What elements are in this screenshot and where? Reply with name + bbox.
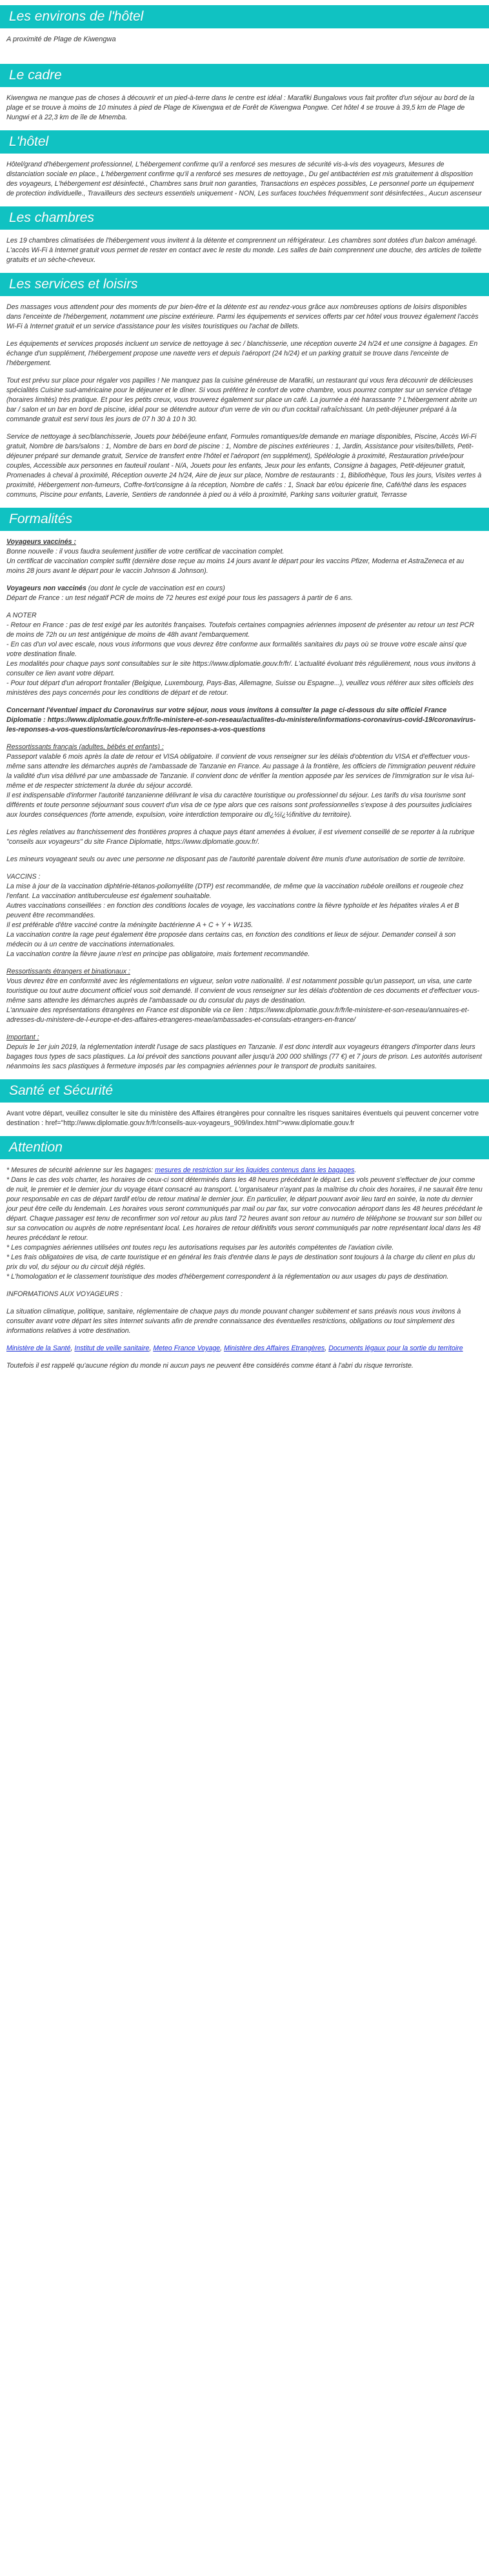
note-heading: A NOTER [6, 612, 37, 619]
minors-text: Les mineurs voyageant seuls ou avec une personne ne disposant pas de l'autorité parentale doivent être munis d'une autorisation de sortie de territoire. [6, 855, 466, 863]
note-line: Les modalités pour chaque pays sont consultables sur le site https://www.diplomatie.gouv.fr/fr/. L'actualité évoluant très régulièrement, nous vous invitons à consulter ce lien avant votre départ. [6, 660, 476, 677]
vaccinated-heading: Voyageurs vaccinés : [6, 538, 76, 546]
section-environs [0, 5, 489, 45]
section-attention: Attention * Mesures de sécurité aérienne sur les bagages: mesures de restriction sur les liquides contenus dans les bagages. * Dans le cas des vols charter, les horaires de ceux-ci sont déterminés dans les 48 heures précédant le départ. Les vols peuvent s'effectuer de jour comme de nuit, le premier et le dernier jour du voyage étant consacré au transport. L'organisateur n'ayant pas la maîtrise du choix des horaires, il ne saurait être tenu pour responsable en cas de départ tardif et/ou de retour matinal le dernier jour. En particulier, le départ pouvant avoir lieu tard en soirée, la note du dernier jour peut être celle du lendemain. Les horaires vous seront communiqués par mail ou par fax, sur votre convocation aéroport dans les 48 heures précédant le départ. Chaque passager est tenu de reconfirmer son vol retour au plus tard 72 heures avant son retour au numéro de téléphone se trouvant sur son billet ou sur sa convocation ou auprès de notre représentant local. Les horaires de retour définitifs vous seront communiqués par notre représentant local dans les 48 heures précédant le retour. * Les compagnies aériennes utilisées ont toutes reçu les autorisations requises par les autorités compétentes de l'aviation civile. * Les frais obligatoires de visa, de carte touristique et en général les frais d'entrée dans le pays de destination sont toujours à la charge du client en plus du prix du vol, du séjour ou du circuit déjà réglés. * L'homologation et le classement touristique des modes d'hébergement correspondent à la réglementation ou aux usages du pays de destination. INFORMATIONS AUX VOYAGEURS : La situation climatique, politique, sanitaire, réglementaire de chaque pays du monde pouvant changer subitement et sans préavis nous vous invitons à consulter avant votre départ les sites Internet suivants afin de prendre connaissance des éventuelles restrictions, obligations ou tout simplement des informations relatives à votre destination. Ministère de la Santé, Institut de veille sanitaire, Meteo France Voyage, Ministère des Affaires Etrangères, Documents légaux pour la sortie du territoire Toutefois il est rappelé qu'aucune région du monde ni aucun pays ne peuvent être considérés comme étant à l'abri du risque terroriste. [0, 1136, 489, 1371]
section-title-sante: Santé et Sécurité [0, 1079, 489, 1103]
cadre-text: Kiwengwa ne manque pas de choses à découvrir et un pied-à-terre dans le centre est idéal : Marafiki Bungalows vous fait profiter d'un séjour au bord de la plage et se trouve à moins de 10 minutes à pied de Plage de Kiwengwa et de Forêt de Kiwengwa Pongwe. Cet hôtel 4 se trouve à 39,5 km de Plage de Nungwi et à 22,3 km de île de Mnemba. [6, 94, 475, 121]
section-chambres [0, 206, 489, 265]
border-rules-text: Les règles relatives au franchissement des frontières propres à chaque pays étant amenées à évoluer, il est vivement conseillé de se reporter à la rubrique "conseils aux voyageurs" du site France Diplomatie, https://www.diplomatie.gouv.fr/. [6, 828, 475, 846]
foreign-nationals-text: L'annuaire des représentations étrangères en France est disponible via ce lien : https://www.diplomatie.gouv.fr/fr/le-ministere-et-son-reseau/annuaires-et-adresses-du-ministere-de-l-europe-et-des-affaires-etrangeres-meae/ambassades-et-consulats-etrangers-en-france/ [6, 1006, 470, 1024]
foreign-nationals-text: Vous devrez être en conformité avec les réglementations en vigueur, selon votre nationalité. Il est notamment possible qu'un passeport, un visa, une carte touristique ou tout autre document officiel vous soit demandé. Il convient de vous renseigner sur les délais d'obtention de ces documents et d'effectuer vous-même sans attendre les démarches auprès de l'ambassade ou du consulat du pays de destination. [6, 977, 480, 1004]
section-title-chambres: Les chambres [0, 206, 489, 230]
section-title-attention: Attention [0, 1136, 489, 1159]
link-meteo-france[interactable]: Meteo France Voyage [153, 1344, 221, 1352]
vaccines-line: La vaccination contre la fièvre jaune n'est en principe pas obligatoire, mais fortement recommandée. [6, 950, 310, 958]
link-veille-sanitaire[interactable]: Institut de veille sanitaire [74, 1344, 150, 1352]
french-nationals-text: Il est indispensable d'informer l'autorité tanzanienne délivrant le visa du caractère touristique ou professionnel du séjour. Les tarifs du visa tourisme sont différents et toute personne séjournant sous couvert d'un visa de ce type alors que ces raisons sont professionnelles s'expose à des poursuites judiciaires aux lourdes conséquences (forte amende, expulsion, voire interdiction temporaire ou dï¿½ï¿½finitive du territoire). [6, 792, 472, 819]
attention-point: * L'homologation et le classement touristique des modes d'hébergement correspondent à la réglementation ou aux usages du pays de destination. [6, 1273, 449, 1281]
french-nationals-text: Passeport valable 6 mois après la date de retour et VISA obligatoire. Il convient de vous renseigner sur les délais d'obtention du VISA et d'effectuer vous-même sans attendre les démarches auprès de l'ambassade de Tanzanie en France. Au passage à la frontière, les officiers de l'immigration peuvent réduire la validité d'un visa délivré par une ambassade de Tanzanie. Il convient donc de vérifier la mention apposée par les services de l'immigration sur le visa lui-même et de respecter strictement la durée du séjour accordé. [6, 753, 475, 790]
terrorism-notice: Toutefois il est rappelé qu'aucune région du monde ni aucun pays ne peuvent être considérés comme étant à l'abri du risque terroriste. [6, 1362, 414, 1370]
note-line: - Pour tout départ d'un aéroport frontalier (Belgique, Luxembourg, Pays-Bas, Allemagne, Suisse ou Espagne...), veuillez vous référer aux sites officiels des ministères des pays concernés pour les conditions de départ et de retour. [6, 679, 474, 697]
section-title-formalites: Formalités [0, 508, 489, 531]
section-formalites [0, 508, 489, 1072]
sante-text: Avant votre départ, veuillez consulter le site du ministère des Affaires étrangères pour connaître les risques sanitaires éventuels qui peuvent concerner votre destination : href="http://www.diplomatie.gouv.fr/fr/conseils-aux-voyageurs_909/index.html">www.diplomatie.gouv.fr [6, 1110, 479, 1127]
note-line: - Retour en France : pas de test exigé par les autorités françaises. Toutefois certaines compagnies aériennes imposent de présenter au retour un test PCR de moins de 72h ou un test antigénique de moins de 48h avant l'embarquement. [6, 621, 475, 639]
important-text: Depuis le 1er juin 2019, la réglementation interdit l'usage de sacs plastiques en Tanzanie. Il est donc interdit aux voyageurs étrangers d'importer dans leurs bagages tous types de sacs plastiques. La loi prévoit des sanctions pouvant aller jusqu'à 200 000 shillings (77 €) et 7 jours de prison. Les autorités autorisent néanmoins les sacs plastiques à fermeture imposés par les compagnies aériennes pour le transport de produits sanitaires. [6, 1043, 482, 1070]
section-title-environs: Les environs de l'hôtel [0, 5, 489, 28]
vaccines-line: La mise à jour de la vaccination diphtérie-tétanos-poliomyélite (DTP) est recommandée, de même que la vaccination rubéole oreillons et rougeole chez l'enfant. La vaccination antituberculeuse est également souhaitable. [6, 883, 464, 900]
vaccinated-line: Un certificat de vaccination complet suffit (dernière dose reçue au moins 14 jours avant le départ pour les vaccins Pfizer, Moderna et AstraZeneca et au moins 28 jours avant le départ pour le vaccin Johnson & Johnson). [6, 557, 464, 575]
vaccines-heading: VACCINS : [6, 873, 41, 881]
unvaccinated-line: Départ de France : un test négatif PCR de moins de 72 heures est exigé pour tous les passagers à partir de 6 ans. [6, 594, 354, 602]
travellers-info-heading: INFORMATIONS AUX VOYAGEURS : [6, 1290, 123, 1298]
baggage-measures-end: . [354, 1166, 357, 1174]
section-cadre [0, 64, 489, 123]
section-services [0, 273, 489, 500]
attention-point: * Dans le cas des vols charter, les horaires de ceux-ci sont déterminés dans les 48 heures précédant le départ. Les vols peuvent s'effectuer de jour comme de nuit, le premier et le dernier jour du voyage étant consacré au transport. L'organisateur n'ayant pas la maîtrise du choix des horaires, il ne saurait être tenu pour responsable en cas de départ tardif et/ou de retour matinal le dernier jour. En particulier, le départ pouvant avoir lieu tard en soirée, la note du dernier jour peut être celle du lendemain. Les horaires vous seront communiqués par mail ou par fax, sur votre convocation aéroport dans les 48 heures précédant le départ. Chaque passager est tenu de reconfirmer son vol retour au plus tard 72 heures avant son retour au numéro de téléphone se trouvant sur son billet ou sur sa convocation ou auprès de notre représentant local. Les horaires de retour définitifs vous seront communiqués par notre représentant local dans les 48 heures précédant le retour. [6, 1176, 483, 1242]
foreign-nationals-heading: Ressortissants étrangers et binationaux : [6, 968, 130, 975]
liquids-restriction-link[interactable]: mesures de restriction sur les liquides contenus dans les bagages [155, 1166, 355, 1174]
vaccines-line: Il est préférable d'être vacciné contre la méningite bactérienne A + C + Y + W135. [6, 921, 254, 929]
unvaccinated-heading-rest: (ou dont le cycle de vaccination est en cours) [86, 584, 225, 592]
hotel-text: Hôtel/grand d'hébergement professionnel, L'hébergement confirme qu'il a renforcé ses mesures de sécurité vis-à-vis des voyageurs, Mesures de distanciation sociale en place., L'hébergement confirme qu'il a renforcé ses mesures de nettoyage., Du gel antibactérien est mis gratuitement à disposition des voyageurs, L'hébergement est désinfecté., Chambres sans bruit non garanties, Transactions en espèces possibles, Le personnel porte un équipement de protection individuelle., Travailleurs des secteurs essentiels uniquement - NON, Les surfaces touchées fréquemment sont désinfectées., Aucun ascenseur [6, 161, 482, 197]
baggage-measures-label: * Mesures de sécurité aérienne sur les bagages: [6, 1166, 155, 1174]
link-documents-sortie[interactable]: Documents légaux pour la sortie du territoire [328, 1344, 463, 1352]
attention-point: * Les frais obligatoires de visa, de carte touristique et en général les frais d'entrée dans le pays de destination sont toujours à la charge du client en plus du prix du vol, du séjour ou du circuit déjà réglés. [6, 1253, 475, 1271]
vaccines-line: Autres vaccinations conseillées : en fonction des conditions locales de voyage, les vaccinations contre la fièvre typhoïde et les hépatites virales A et B peuvent être recommandées. [6, 902, 459, 919]
important-heading: Important : [6, 1033, 39, 1041]
note-line: - En cas d'un vol avec escale, nous vous informons que vous devrez être conforme aux formalités sanitaires du pays où se trouve votre escale ainsi que votre destination finale. [6, 641, 467, 658]
link-ministere-sante[interactable]: Ministère de la Santé [6, 1344, 71, 1352]
travellers-info-text: La situation climatique, politique, sanitaire, réglementaire de chaque pays du monde pouvant changer subitement et sans préavis nous vous invitons à consulter avant votre départ les sites Internet suivants afin de prendre connaissance des éventuelles restrictions, obligations ou tout simplement des informations relatives à votre destination. [6, 1308, 461, 1335]
services-paragraph: Tout est prévu sur place pour régaler vos papilles ! Ne manquez pas la cuisine généreuse de Marafiki, un restaurant qui vous fera découvrir de délicieuses spécialités Cuisine sud-américaine pour le déjeuner et le dîner. Si vous préférez le confort de votre chambre, vous pourrez compter sur un service d'étage (horaires limités) très pratique. Et pour les petits creux, vous trouverez également sur place un café. La journée a été harassante ? L'hébergement abrite un bar / salon et un bar en bord de piscine, idéal pour se détendre autour d'un verre de vin ou d'un cocktail rafraîchissant. Un petit-déjeuner préparé à la commande gratuit est servi tous les jours de 07 h 30 à 10 h 30. [6, 377, 477, 423]
attention-point: * Les compagnies aériennes utilisées ont toutes reçu les autorisations requises par les autorités compétentes de l'aviation civile. [6, 1244, 394, 1252]
services-paragraph: Les équipements et services proposés incluent un service de nettoyage à sec / blanchisserie, une réception ouverte 24 h/24 et une consigne à bagages. En échange d'un supplément, l'hébergement propose une navette vers et depuis l'aéroport (24 h/24) et un parking gratuit se trouve dans l'enceinte de l'hébergement. [6, 340, 478, 367]
section-title-hotel: L'hôtel [0, 130, 489, 154]
unvaccinated-heading: Voyageurs non vaccinés [6, 584, 86, 592]
services-paragraph: Des massages vous attendent pour des moments de pur bien-être et la détente est au rendez-vous grâce aux nombreuses options de loisirs disponibles dans l'enceinte de l'hébergement, notamment une piscine extérieure. Parmi les équipements et services offerts par cet hôtel vous trouvez également l'accès Wi-Fi à Internet gratuit et un service d'assistance pour les visites touristiques ou l'achat de billets. [6, 303, 479, 330]
section-title-cadre: Le cadre [0, 64, 489, 87]
chambres-text: Les 19 chambres climatisées de l'hébergement vous invitent à la détente et comprennent un réfrigérateur. Les chambres sont dotées d'un balcon aménagé. L'accès Wi-Fi à Internet gratuit vous permet de rester en contact avec le reste du monde. Les salles de bain comprennent une douche, des articles de toilette gratuits et un sèche-cheveux. [6, 237, 482, 264]
french-nationals-heading: Ressortissants français (adultes, bébés et enfants) : [6, 743, 164, 751]
vaccinated-line: Bonne nouvelle : il vous faudra seulement justifier de votre certificat de vaccination complet. [6, 548, 284, 555]
section-sante [0, 1079, 489, 1128]
environs-text: A proximité de Plage de Kiwengwa [6, 35, 116, 43]
coronavirus-notice: Concernant l'éventuel impact du Coronavirus sur votre séjour, nous vous invitons à consulter la page ci-dessous du site officiel France Diplomatie : https://www.diplomatie.gouv.fr/fr/le-ministere-et-son-reseau/actualites-du-ministere/informations-coronavirus-covid-19/coronavirus-les-reponses-a-vos-questions/article/coronavirus-les-reponses-a-vos-questions [6, 706, 476, 734]
services-paragraph: Service de nettoyage à sec/blanchisserie, Jouets pour bébé/jeune enfant, Formules romantiques/de demande en mariage disponibles, Piscine, Accès Wi-Fi gratuit, Nombre de bars/salons : 1, Nombre de bars en bord de piscine : 1, Nombre de piscines extérieures : 1, Jardin, Assistance pour visites/billets, Petit-déjeuner préparé sur demande gratuit, Service de transfert entre l'hôtel et l'aéroport (en supplément), Spéléologie à proximité, Restauration privée/pour couples, Accessible aux personnes en fauteuil roulant - N/A, Jouets pour les enfants, Jeux pour les enfants, Consigne à bagages, Petit-déjeuner gratuit, Promenades à cheval à proximité, Réception ouverte 24 h/24, Aire de jeux sur place, Nombre de restaurants : 1, Bibliothèque, Tous les jours, Visites vertes à proximité, Hébergement non-fumeurs, Coffre-fort/consigne à la réception, Nombre de cafés : 1, Snack bar et/ou épicerie fine, Café/thé dans les espaces communs, Piscine pour enfants, Laverie, Sentiers de randonnée à pied ou à vélo à proximité, Parking sans voiturier gratuit, Terrasse [6, 433, 482, 499]
section-title-services: Les services et loisirs [0, 273, 489, 296]
link-affaires-etrangeres[interactable]: Ministère des Affaires Etrangères [224, 1344, 325, 1352]
vaccines-line: La vaccination contre la rage peut également être proposée dans certains cas, en fonction des conditions et lieux de séjour. Demander conseil à son médecin ou à un centre de vaccinations internationales. [6, 931, 456, 948]
section-hotel [0, 130, 489, 199]
